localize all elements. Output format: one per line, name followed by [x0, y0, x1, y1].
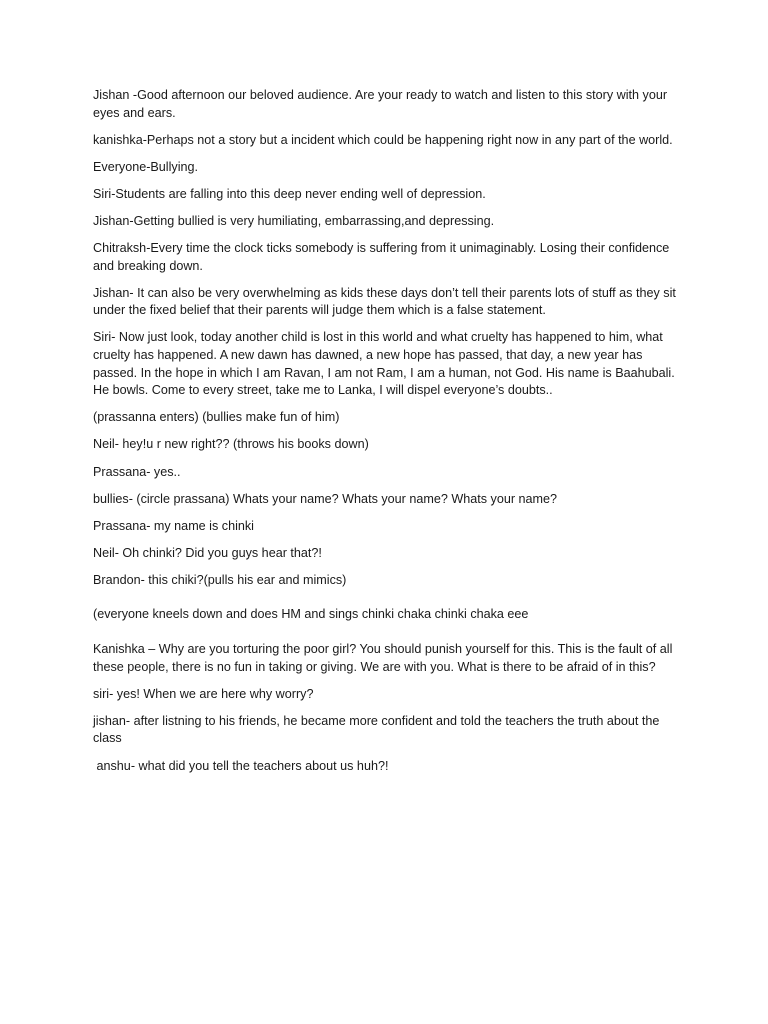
- paragraph-siri-worry: siri- yes! When we are here why worry?: [93, 686, 314, 701]
- document-body: [93, 87, 678, 785]
- paragraph-everyone-kneels: (everyone kneels down and does HM and sings chinki chaka chinki chaka eee: [93, 607, 529, 622]
- paragraph-siri-depression: Siri-Students are falling into this deep never ending well of depression.: [93, 186, 486, 201]
- paragraph-everyone-bullying: Everyone-Bullying.: [93, 159, 198, 174]
- paragraph-prassanna-enters: (prassanna enters) (bullies make fun of him): [93, 410, 340, 425]
- paragraph-prassana-name: Prassana- my name is chinki: [93, 518, 254, 533]
- paragraph-neil-new: Neil- hey!u r new right?? (throws his books down): [93, 437, 369, 452]
- paragraph-prassana-yes: Prassana- yes..: [93, 464, 181, 479]
- paragraph-jishan-intro: Jishan -Good afternoon our beloved audience. Are your ready to watch and listen to this story with your eyes and ears.: [93, 88, 671, 120]
- paragraph-kanishka-torturing: Kanishka – Why are you torturing the poor girl? You should punish yourself for this. This is the fault of all these people, there is no fun in taking or giving. We are with you. What is there to be afraid of in this?: [93, 642, 676, 674]
- paragraph-jishan-confident: jishan- after listning to his friends, he became more confident and told the teachers the truth about the class: [93, 713, 663, 746]
- paragraph-jishan-humiliating: Jishan-Getting bullied is very humiliating, embarrassing,and depressing.: [93, 213, 495, 228]
- paragraph-bullies-circle: bullies- (circle prassana) Whats your name? Whats your name? Whats your name?: [93, 491, 558, 506]
- paragraph-anshu-teachers: anshu- what did you tell the teachers about us huh?!: [93, 758, 389, 773]
- paragraph-siri-cruelty: Siri- Now just look, today another child is lost in this world and what cruelty has happened to him, what cruelty has happened. A new dawn has dawned, a new hope has passed, that day, a new year has passed. In the hope in which I am Ravan, I am not Ram, I am a human, not God. His name is Baahubali. He bowls. Come to every street, take me to Lanka, I will dispel everyone’s doubts..: [93, 330, 679, 398]
- paragraph-brandon-chiki: Brandon- this chiki?(pulls his ear and mimics): [93, 572, 347, 587]
- paragraph-kanishka-incident: kanishka-Perhaps not a story but a incident which could be happening right now in any part of the world.: [93, 132, 673, 147]
- paragraph-jishan-overwhelming: Jishan- It can also be very overwhelming as kids these days don’t tell their parents lots of stuff as they sit under the fixed belief that their parents will judge them which is a false statement.: [93, 285, 680, 318]
- paragraph-chitraksh-clock: Chitraksh-Every time the clock ticks somebody is suffering from it unimaginably. Losing their confidence and breaking down.: [93, 241, 673, 273]
- paragraph-neil-chinki: Neil- Oh chinki? Did you guys hear that?!: [93, 545, 322, 560]
